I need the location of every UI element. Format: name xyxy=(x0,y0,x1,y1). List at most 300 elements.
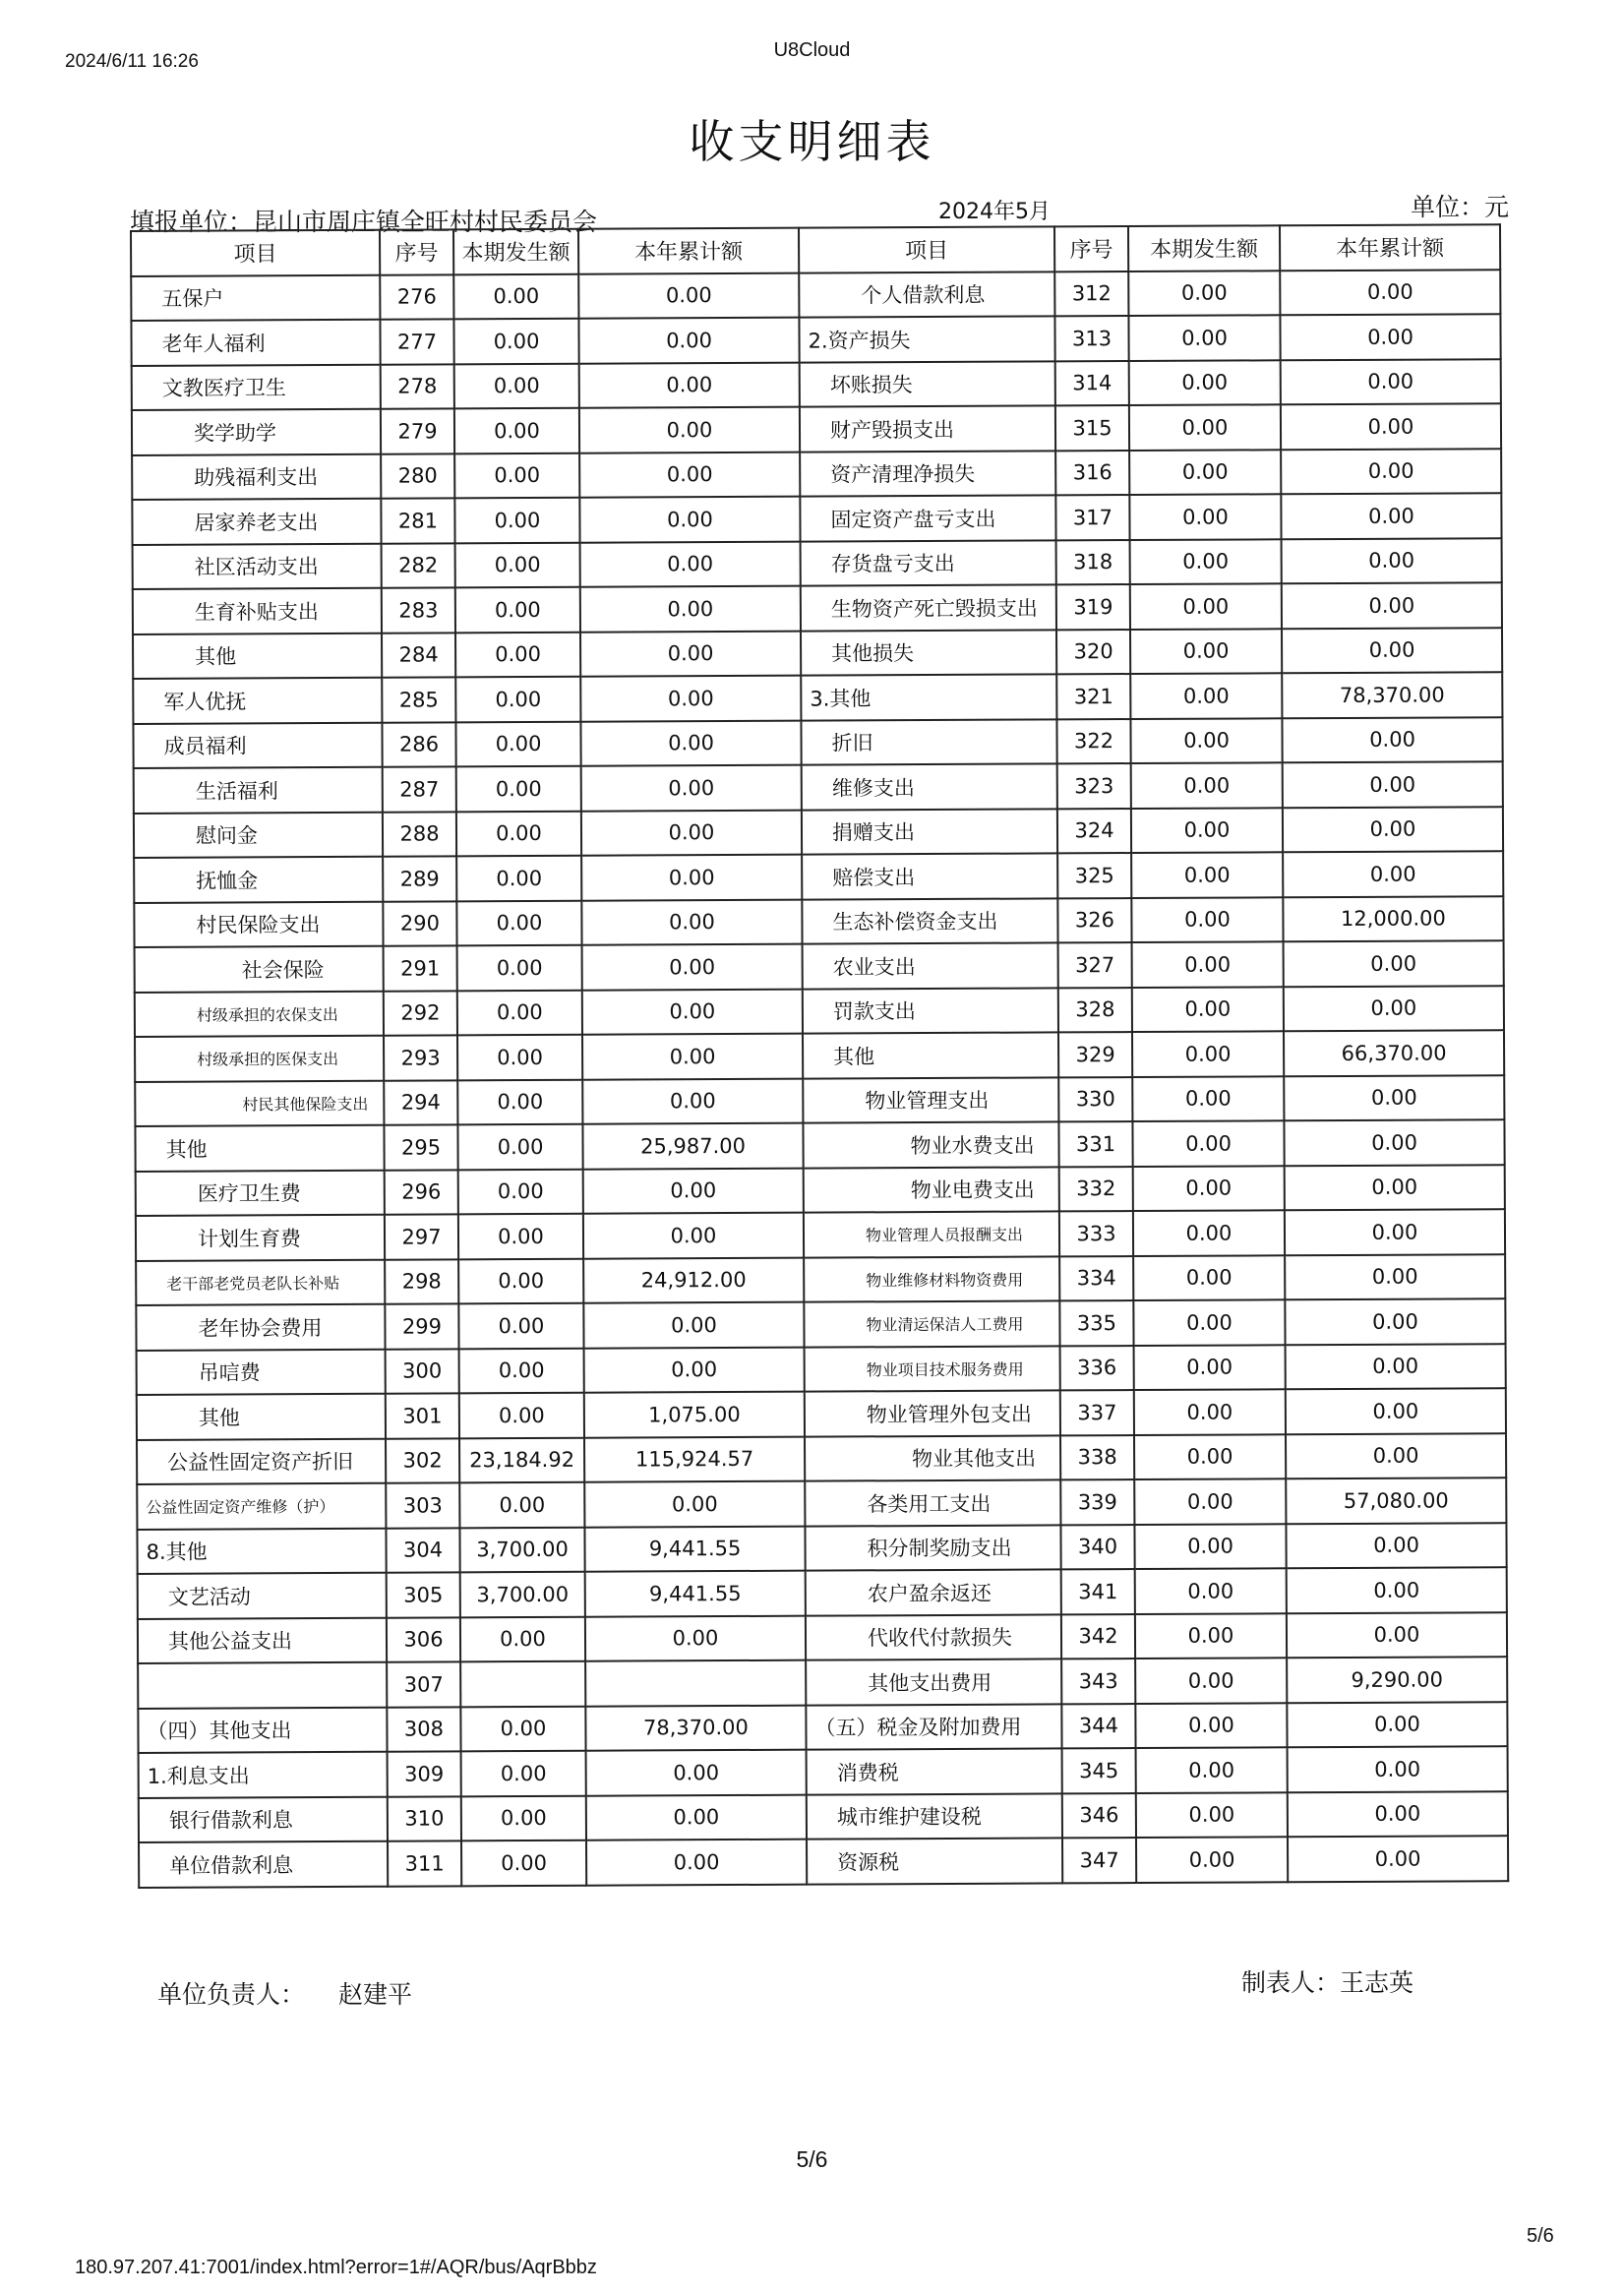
ytd-amount: 9,441.55 xyxy=(585,1571,806,1617)
item-name: 物业其他支出 xyxy=(805,1435,1060,1481)
seq-no: 285 xyxy=(382,677,455,722)
current-amount: 0.00 xyxy=(460,1706,585,1751)
table-row xyxy=(132,449,1501,500)
item-name: 物业电费支出 xyxy=(804,1167,1059,1213)
table-row xyxy=(138,1612,1507,1663)
ytd-amount: 9,441.55 xyxy=(584,1526,805,1572)
col-header: 序号 xyxy=(1054,226,1128,272)
item-name: 村级承担的医保支出 xyxy=(135,1036,384,1082)
seq-no: 333 xyxy=(1059,1211,1133,1256)
ytd-amount: 0.00 xyxy=(1286,1388,1506,1434)
item-name: 居家养老支出 xyxy=(132,499,381,545)
current-amount: 0.00 xyxy=(1133,1299,1285,1345)
item-name: 慰问金 xyxy=(134,812,383,858)
ytd-amount: 0.00 xyxy=(1286,1433,1506,1479)
table-row xyxy=(137,1478,1506,1529)
seq-no: 292 xyxy=(384,991,457,1036)
item-name: 银行借款利息 xyxy=(139,1796,388,1842)
seq-no: 279 xyxy=(381,408,454,453)
item-name: 罚款支出 xyxy=(803,988,1058,1034)
ytd-amount: 0.00 xyxy=(1284,1075,1504,1121)
current-amount: 0.00 xyxy=(453,273,578,319)
current-amount: 0.00 xyxy=(1131,808,1283,853)
seq-no: 290 xyxy=(383,901,456,946)
seq-no: 323 xyxy=(1057,763,1131,809)
item-name: 代收代付款损失 xyxy=(806,1614,1061,1660)
current-amount: 0.00 xyxy=(461,1751,586,1796)
ytd-amount: 0.00 xyxy=(1283,851,1503,897)
table-row xyxy=(138,1702,1507,1753)
table-row xyxy=(132,403,1501,454)
item-name: 8.其他 xyxy=(137,1528,386,1574)
item-name: 存货盘亏支出 xyxy=(801,540,1056,586)
seq-no: 317 xyxy=(1055,495,1129,540)
item-name: 城市维护建设税 xyxy=(807,1793,1062,1840)
ytd-amount: 0.00 xyxy=(1282,628,1502,674)
item-name: 计划生育费 xyxy=(136,1215,385,1261)
item-name: 成员福利 xyxy=(133,722,382,768)
seq-no: 343 xyxy=(1061,1659,1135,1704)
unit-leader-name: 赵建平 xyxy=(338,1980,413,2009)
seq-no: 295 xyxy=(384,1124,457,1170)
ytd-amount: 0.00 xyxy=(585,1615,806,1661)
current-amount: 0.00 xyxy=(1136,1747,1288,1792)
ytd-amount: 0.00 xyxy=(1287,1612,1507,1659)
item-name: 其他 xyxy=(137,1394,386,1440)
ytd-amount: 0.00 xyxy=(586,1794,807,1840)
current-amount: 0.00 xyxy=(1131,897,1283,942)
table-row xyxy=(134,851,1503,902)
seq-no: 300 xyxy=(386,1349,459,1394)
table-row xyxy=(131,314,1500,365)
table-row xyxy=(139,1836,1508,1887)
table-row xyxy=(137,1344,1506,1395)
item-name: 物业项目技术服务费用 xyxy=(805,1346,1060,1392)
currency-unit: 单位：元 xyxy=(1411,193,1510,221)
current-amount: 0.00 xyxy=(456,766,581,812)
ytd-amount: 9,290.00 xyxy=(1287,1657,1507,1703)
item-name: 其他支出费用 xyxy=(806,1659,1061,1705)
seq-no: 313 xyxy=(1054,316,1128,361)
current-amount: 0.00 xyxy=(1135,1613,1287,1659)
current-amount: 0.00 xyxy=(461,1840,586,1886)
item-name: 个人借款利息 xyxy=(799,272,1054,318)
item-name: 资源税 xyxy=(807,1838,1062,1884)
current-amount: 0.00 xyxy=(455,632,580,677)
ytd-amount: 0.00 xyxy=(582,989,803,1035)
item-name: 2.资产损失 xyxy=(799,316,1054,362)
current-amount: 0.00 xyxy=(460,1616,585,1661)
item-name: 社区活动支出 xyxy=(133,543,382,589)
table-row xyxy=(134,761,1503,813)
unit-leader-label: 单位负责人： xyxy=(157,1980,306,2009)
item-name: （四）其他支出 xyxy=(138,1707,387,1753)
current-amount: 0.00 xyxy=(1133,1210,1285,1255)
item-name: 物业管理外包支出 xyxy=(805,1390,1060,1436)
item-name: 折旧 xyxy=(801,719,1056,765)
seq-no: 291 xyxy=(384,945,457,991)
table-row xyxy=(135,1075,1504,1126)
current-amount: 0.00 xyxy=(1132,1120,1284,1166)
current-amount: 3,700.00 xyxy=(459,1527,584,1572)
ytd-amount: 0.00 xyxy=(1287,1702,1507,1748)
current-amount: 0.00 xyxy=(1133,1166,1285,1211)
table-row xyxy=(138,1567,1507,1618)
current-amount: 0.00 xyxy=(1134,1478,1286,1524)
current-amount: 0.00 xyxy=(458,1258,583,1303)
seq-no: 278 xyxy=(381,364,454,409)
seq-no: 319 xyxy=(1056,584,1130,630)
col-header: 项目 xyxy=(799,226,1054,272)
item-name: 各类用工支出 xyxy=(805,1479,1060,1526)
seq-no: 330 xyxy=(1058,1077,1132,1122)
seq-no: 289 xyxy=(383,856,456,901)
ytd-amount: 0.00 xyxy=(1288,1836,1508,1882)
current-amount: 0.00 xyxy=(1132,941,1284,987)
current-amount: 0.00 xyxy=(457,1079,582,1124)
item-name: 社会保险 xyxy=(135,946,384,993)
current-amount: 0.00 xyxy=(1135,1568,1287,1613)
item-name: 固定资产盘亏支出 xyxy=(800,495,1055,541)
item-name: 公益性固定资产折旧 xyxy=(137,1438,386,1484)
current-amount: 0.00 xyxy=(457,945,582,991)
seq-no: 294 xyxy=(384,1080,457,1125)
seq-no: 305 xyxy=(387,1572,460,1617)
current-amount: 0.00 xyxy=(454,498,579,543)
current-amount: 0.00 xyxy=(455,587,580,633)
seq-no: 324 xyxy=(1057,809,1131,854)
print-datetime: 2024/6/11 16:26 xyxy=(65,51,199,72)
ytd-amount: 0.00 xyxy=(579,452,800,498)
item-name: 公益性固定资产维修（护） xyxy=(137,1483,386,1530)
current-amount: 0.00 xyxy=(1132,1031,1284,1076)
table-row xyxy=(131,270,1500,321)
current-amount: 0.00 xyxy=(458,1169,583,1214)
seq-no: 326 xyxy=(1057,898,1131,943)
ytd-amount: 0.00 xyxy=(1284,1119,1504,1166)
ytd-amount: 0.00 xyxy=(1281,359,1501,405)
current-amount: 0.00 xyxy=(1131,762,1283,808)
item-name: 老干部老党员老队长补贴 xyxy=(136,1259,385,1305)
income-expense-table xyxy=(130,223,1509,1888)
current-amount: 0.00 xyxy=(456,900,581,945)
item-name: 3.其他 xyxy=(801,674,1056,720)
table-row xyxy=(134,807,1503,858)
table-row xyxy=(133,628,1502,679)
seq-no: 338 xyxy=(1060,1435,1134,1480)
current-amount: 0.00 xyxy=(1130,718,1282,763)
item-name: 村级承担的农保支出 xyxy=(135,991,384,1037)
item-name: 村民保险支出 xyxy=(134,901,383,947)
seq-no: 296 xyxy=(385,1170,458,1215)
item-name: 积分制奖励支出 xyxy=(805,1525,1060,1571)
seq-no: 314 xyxy=(1055,361,1129,406)
col-header: 本年累计额 xyxy=(1280,224,1500,271)
seq-no: 281 xyxy=(381,498,454,543)
item-name: 单位借款利息 xyxy=(139,1841,388,1888)
ytd-amount: 0.00 xyxy=(1283,807,1503,853)
table-row xyxy=(137,1433,1506,1484)
col-header: 本期发生额 xyxy=(1128,225,1280,271)
current-amount: 0.00 xyxy=(459,1482,584,1528)
current-amount: 0.00 xyxy=(1128,315,1280,360)
seq-no: 340 xyxy=(1060,1525,1134,1570)
ytd-amount: 0.00 xyxy=(579,407,800,453)
item-name: 物业维修材料物资费用 xyxy=(804,1256,1059,1302)
seq-no: 318 xyxy=(1056,540,1130,585)
ytd-amount: 0.00 xyxy=(1284,986,1504,1032)
seq-no: 302 xyxy=(386,1438,459,1483)
seq-no: 322 xyxy=(1056,719,1130,764)
ytd-amount: 0.00 xyxy=(586,1750,807,1796)
item-name: 奖学助学 xyxy=(132,409,381,455)
current-amount: 0.00 xyxy=(457,1035,582,1080)
seq-no: 280 xyxy=(381,453,454,499)
current-amount: 0.00 xyxy=(457,1124,582,1170)
item-name: 老年协会费用 xyxy=(136,1304,385,1351)
seq-no: 334 xyxy=(1059,1256,1133,1301)
seq-no: 297 xyxy=(385,1214,458,1259)
ytd-amount: 0.00 xyxy=(586,1840,807,1886)
current-amount: 0.00 xyxy=(1133,1255,1285,1300)
item-name xyxy=(138,1662,387,1709)
current-amount: 0.00 xyxy=(1130,629,1282,674)
seq-no: 341 xyxy=(1061,1569,1135,1614)
seq-no: 316 xyxy=(1055,451,1129,496)
ytd-amount: 0.00 xyxy=(581,899,802,945)
table-row xyxy=(134,896,1503,947)
seq-no: 325 xyxy=(1057,853,1131,898)
ytd-amount: 0.00 xyxy=(583,1168,804,1214)
col-header: 项目 xyxy=(131,230,380,276)
ytd-amount: 12,000.00 xyxy=(1283,896,1503,942)
seq-no: 310 xyxy=(388,1796,461,1841)
ytd-amount: 57,080.00 xyxy=(1286,1478,1506,1524)
ytd-amount: 0.00 xyxy=(1286,1344,1506,1390)
ytd-amount: 0.00 xyxy=(579,362,800,408)
table-row xyxy=(136,1298,1505,1350)
current-amount: 0.00 xyxy=(456,856,581,901)
item-name: 军人优抚 xyxy=(133,678,382,724)
current-amount: 0.00 xyxy=(1134,1524,1286,1569)
current-amount: 0.00 xyxy=(454,363,579,408)
col-header: 本年累计额 xyxy=(578,228,799,274)
table-row xyxy=(137,1388,1506,1439)
item-name: 消费税 xyxy=(807,1748,1062,1794)
page-number: 5/6 xyxy=(796,2146,828,2172)
seq-no: 288 xyxy=(383,812,456,857)
ytd-amount: 0.00 xyxy=(1285,1298,1505,1345)
seq-no: 337 xyxy=(1060,1390,1134,1435)
ytd-amount: 0.00 xyxy=(1284,940,1504,987)
ytd-amount: 0.00 xyxy=(1282,582,1502,629)
reporting-unit: 填报单位：昆山市周庄镇全旺村村民委员会 xyxy=(130,208,598,236)
current-amount: 0.00 xyxy=(1130,583,1282,629)
seq-no: 276 xyxy=(380,274,453,320)
current-amount: 0.00 xyxy=(461,1795,586,1840)
seq-no: 344 xyxy=(1061,1704,1135,1749)
current-amount: 0.00 xyxy=(1129,404,1281,450)
current-amount: 0.00 xyxy=(1130,673,1282,718)
current-amount: 0.00 xyxy=(457,990,582,1035)
seq-no: 342 xyxy=(1061,1614,1135,1659)
table-body xyxy=(131,270,1508,1888)
ytd-amount: 0.00 xyxy=(1286,1523,1506,1569)
current-amount: 0.00 xyxy=(456,811,581,856)
table-row xyxy=(139,1791,1508,1842)
item-name: 农户盈余返还 xyxy=(806,1569,1061,1615)
item-name: 生育补贴支出 xyxy=(133,588,382,634)
seq-no: 335 xyxy=(1059,1300,1133,1346)
item-name: 老年人福利 xyxy=(131,320,380,366)
current-amount: 0.00 xyxy=(1132,987,1284,1032)
item-name: 文艺活动 xyxy=(138,1573,387,1619)
item-name: 生态补偿资金支出 xyxy=(802,898,1057,944)
current-amount: 0.00 xyxy=(454,408,579,453)
seq-no: 329 xyxy=(1058,1032,1132,1077)
ytd-amount: 0.00 xyxy=(1282,717,1502,763)
current-amount: 0.00 xyxy=(1130,539,1282,584)
ytd-amount: 0.00 xyxy=(580,720,801,766)
item-name: 物业管理支出 xyxy=(803,1077,1058,1123)
col-header: 本期发生额 xyxy=(453,229,578,274)
ytd-amount: 0.00 xyxy=(582,1078,803,1124)
ytd-amount: 0.00 xyxy=(1281,493,1501,539)
ytd-amount: 0.00 xyxy=(1281,449,1501,495)
item-name: 其他 xyxy=(135,1125,384,1172)
table-row xyxy=(137,1523,1506,1574)
current-amount: 0.00 xyxy=(1134,1389,1286,1434)
seq-no: 347 xyxy=(1062,1838,1136,1883)
seq-no: 321 xyxy=(1056,674,1130,719)
ytd-amount: 0.00 xyxy=(578,318,799,364)
item-name: 生活福利 xyxy=(134,767,383,814)
ytd-amount: 0.00 xyxy=(581,855,802,901)
table-row xyxy=(135,1030,1504,1081)
current-amount: 0.00 xyxy=(1135,1658,1287,1703)
ytd-amount: 0.00 xyxy=(1283,761,1503,808)
item-name: 吊唁费 xyxy=(137,1349,386,1395)
ytd-amount: 0.00 xyxy=(1280,314,1500,360)
current-amount: 0.00 xyxy=(1134,1434,1286,1479)
print-app-name: U8Cloud xyxy=(773,39,851,61)
item-name: 助残福利支出 xyxy=(132,453,381,500)
item-name: 抚恤金 xyxy=(134,857,383,903)
col-header: 序号 xyxy=(380,229,453,274)
seq-no: 293 xyxy=(384,1035,457,1080)
item-name: 五保户 xyxy=(131,274,380,321)
current-amount xyxy=(460,1661,585,1707)
ytd-amount: 0.00 xyxy=(580,631,801,677)
ytd-amount: 0.00 xyxy=(581,810,802,856)
item-name: 赔偿支出 xyxy=(802,853,1057,899)
seq-no: 284 xyxy=(382,633,455,678)
item-name: 文教医疗卫生 xyxy=(132,364,381,410)
report-title: 收支明细表 xyxy=(689,115,935,168)
ytd-amount: 0.00 xyxy=(579,497,800,543)
seq-no: 298 xyxy=(385,1259,458,1304)
item-name: 村民其他保险支出 xyxy=(135,1080,384,1126)
current-amount: 23,184.92 xyxy=(459,1437,584,1482)
ytd-amount: 0.00 xyxy=(1285,1165,1505,1211)
current-amount: 0.00 xyxy=(459,1348,584,1393)
ytd-amount: 78,370.00 xyxy=(585,1705,806,1751)
current-amount: 0.00 xyxy=(1136,1792,1288,1838)
item-name: 1.利息支出 xyxy=(139,1752,388,1798)
ytd-amount: 0.00 xyxy=(583,1213,804,1259)
table-row xyxy=(139,1746,1508,1797)
ytd-amount xyxy=(585,1660,806,1707)
current-amount: 0.00 xyxy=(1135,1703,1287,1748)
seq-no: 304 xyxy=(386,1528,459,1573)
ytd-amount: 0.00 xyxy=(584,1481,805,1528)
seq-no: 312 xyxy=(1054,272,1128,317)
item-name: 坏账损失 xyxy=(800,361,1055,407)
ytd-amount: 0.00 xyxy=(1288,1791,1508,1838)
current-amount: 0.00 xyxy=(1134,1345,1286,1390)
ytd-amount: 0.00 xyxy=(1281,403,1501,450)
ytd-amount: 0.00 xyxy=(581,765,802,812)
ytd-amount: 0.00 xyxy=(582,944,803,991)
ytd-amount: 0.00 xyxy=(1282,538,1502,584)
table-row xyxy=(132,359,1501,410)
item-name: 捐赠支出 xyxy=(802,809,1057,855)
item-name: 维修支出 xyxy=(802,763,1057,810)
table-row xyxy=(136,1209,1505,1260)
seq-no: 339 xyxy=(1060,1479,1134,1525)
current-amount: 0.00 xyxy=(455,542,580,587)
preparer: 制表人：王志英 xyxy=(1241,1968,1414,1997)
item-name: 物业水费支出 xyxy=(803,1121,1058,1168)
seq-no: 301 xyxy=(386,1393,459,1438)
seq-no: 345 xyxy=(1062,1748,1136,1793)
current-amount: 0.00 xyxy=(1129,360,1281,405)
ytd-amount: 24,912.00 xyxy=(583,1257,804,1303)
seq-no: 328 xyxy=(1058,988,1132,1033)
item-name: 医疗卫生费 xyxy=(136,1170,385,1216)
table-row xyxy=(133,582,1502,634)
ytd-amount: 66,370.00 xyxy=(1284,1030,1504,1076)
page-number-corner: 5/6 xyxy=(1527,2225,1554,2247)
item-name: 其他损失 xyxy=(801,630,1056,676)
seq-no: 311 xyxy=(388,1840,461,1886)
table-row xyxy=(135,986,1504,1037)
item-name: 其他公益支出 xyxy=(138,1617,387,1663)
current-amount: 0.00 xyxy=(1132,1076,1284,1121)
seq-no: 309 xyxy=(388,1751,461,1796)
table-row xyxy=(136,1254,1505,1305)
seq-no: 332 xyxy=(1059,1167,1133,1212)
current-amount: 0.00 xyxy=(458,1214,583,1259)
ytd-amount: 0.00 xyxy=(584,1347,805,1393)
seq-no: 283 xyxy=(382,587,455,633)
seq-no: 282 xyxy=(382,543,455,588)
current-amount: 0.00 xyxy=(453,319,578,364)
seq-no: 286 xyxy=(382,722,455,767)
item-name: 资产清理净损失 xyxy=(800,451,1055,497)
ytd-amount: 1,075.00 xyxy=(584,1392,805,1438)
ytd-amount: 0.00 xyxy=(580,676,801,722)
seq-no: 346 xyxy=(1062,1793,1136,1839)
current-amount: 3,700.00 xyxy=(460,1572,585,1617)
ytd-amount: 0.00 xyxy=(1287,1567,1507,1613)
ytd-amount: 78,370.00 xyxy=(1282,672,1502,718)
item-name: 物业管理人员报酬支出 xyxy=(804,1211,1059,1257)
current-amount: 0.00 xyxy=(1129,450,1281,495)
current-amount: 0.00 xyxy=(1128,271,1280,316)
seq-no: 287 xyxy=(383,766,456,812)
current-amount: 0.00 xyxy=(455,677,580,722)
